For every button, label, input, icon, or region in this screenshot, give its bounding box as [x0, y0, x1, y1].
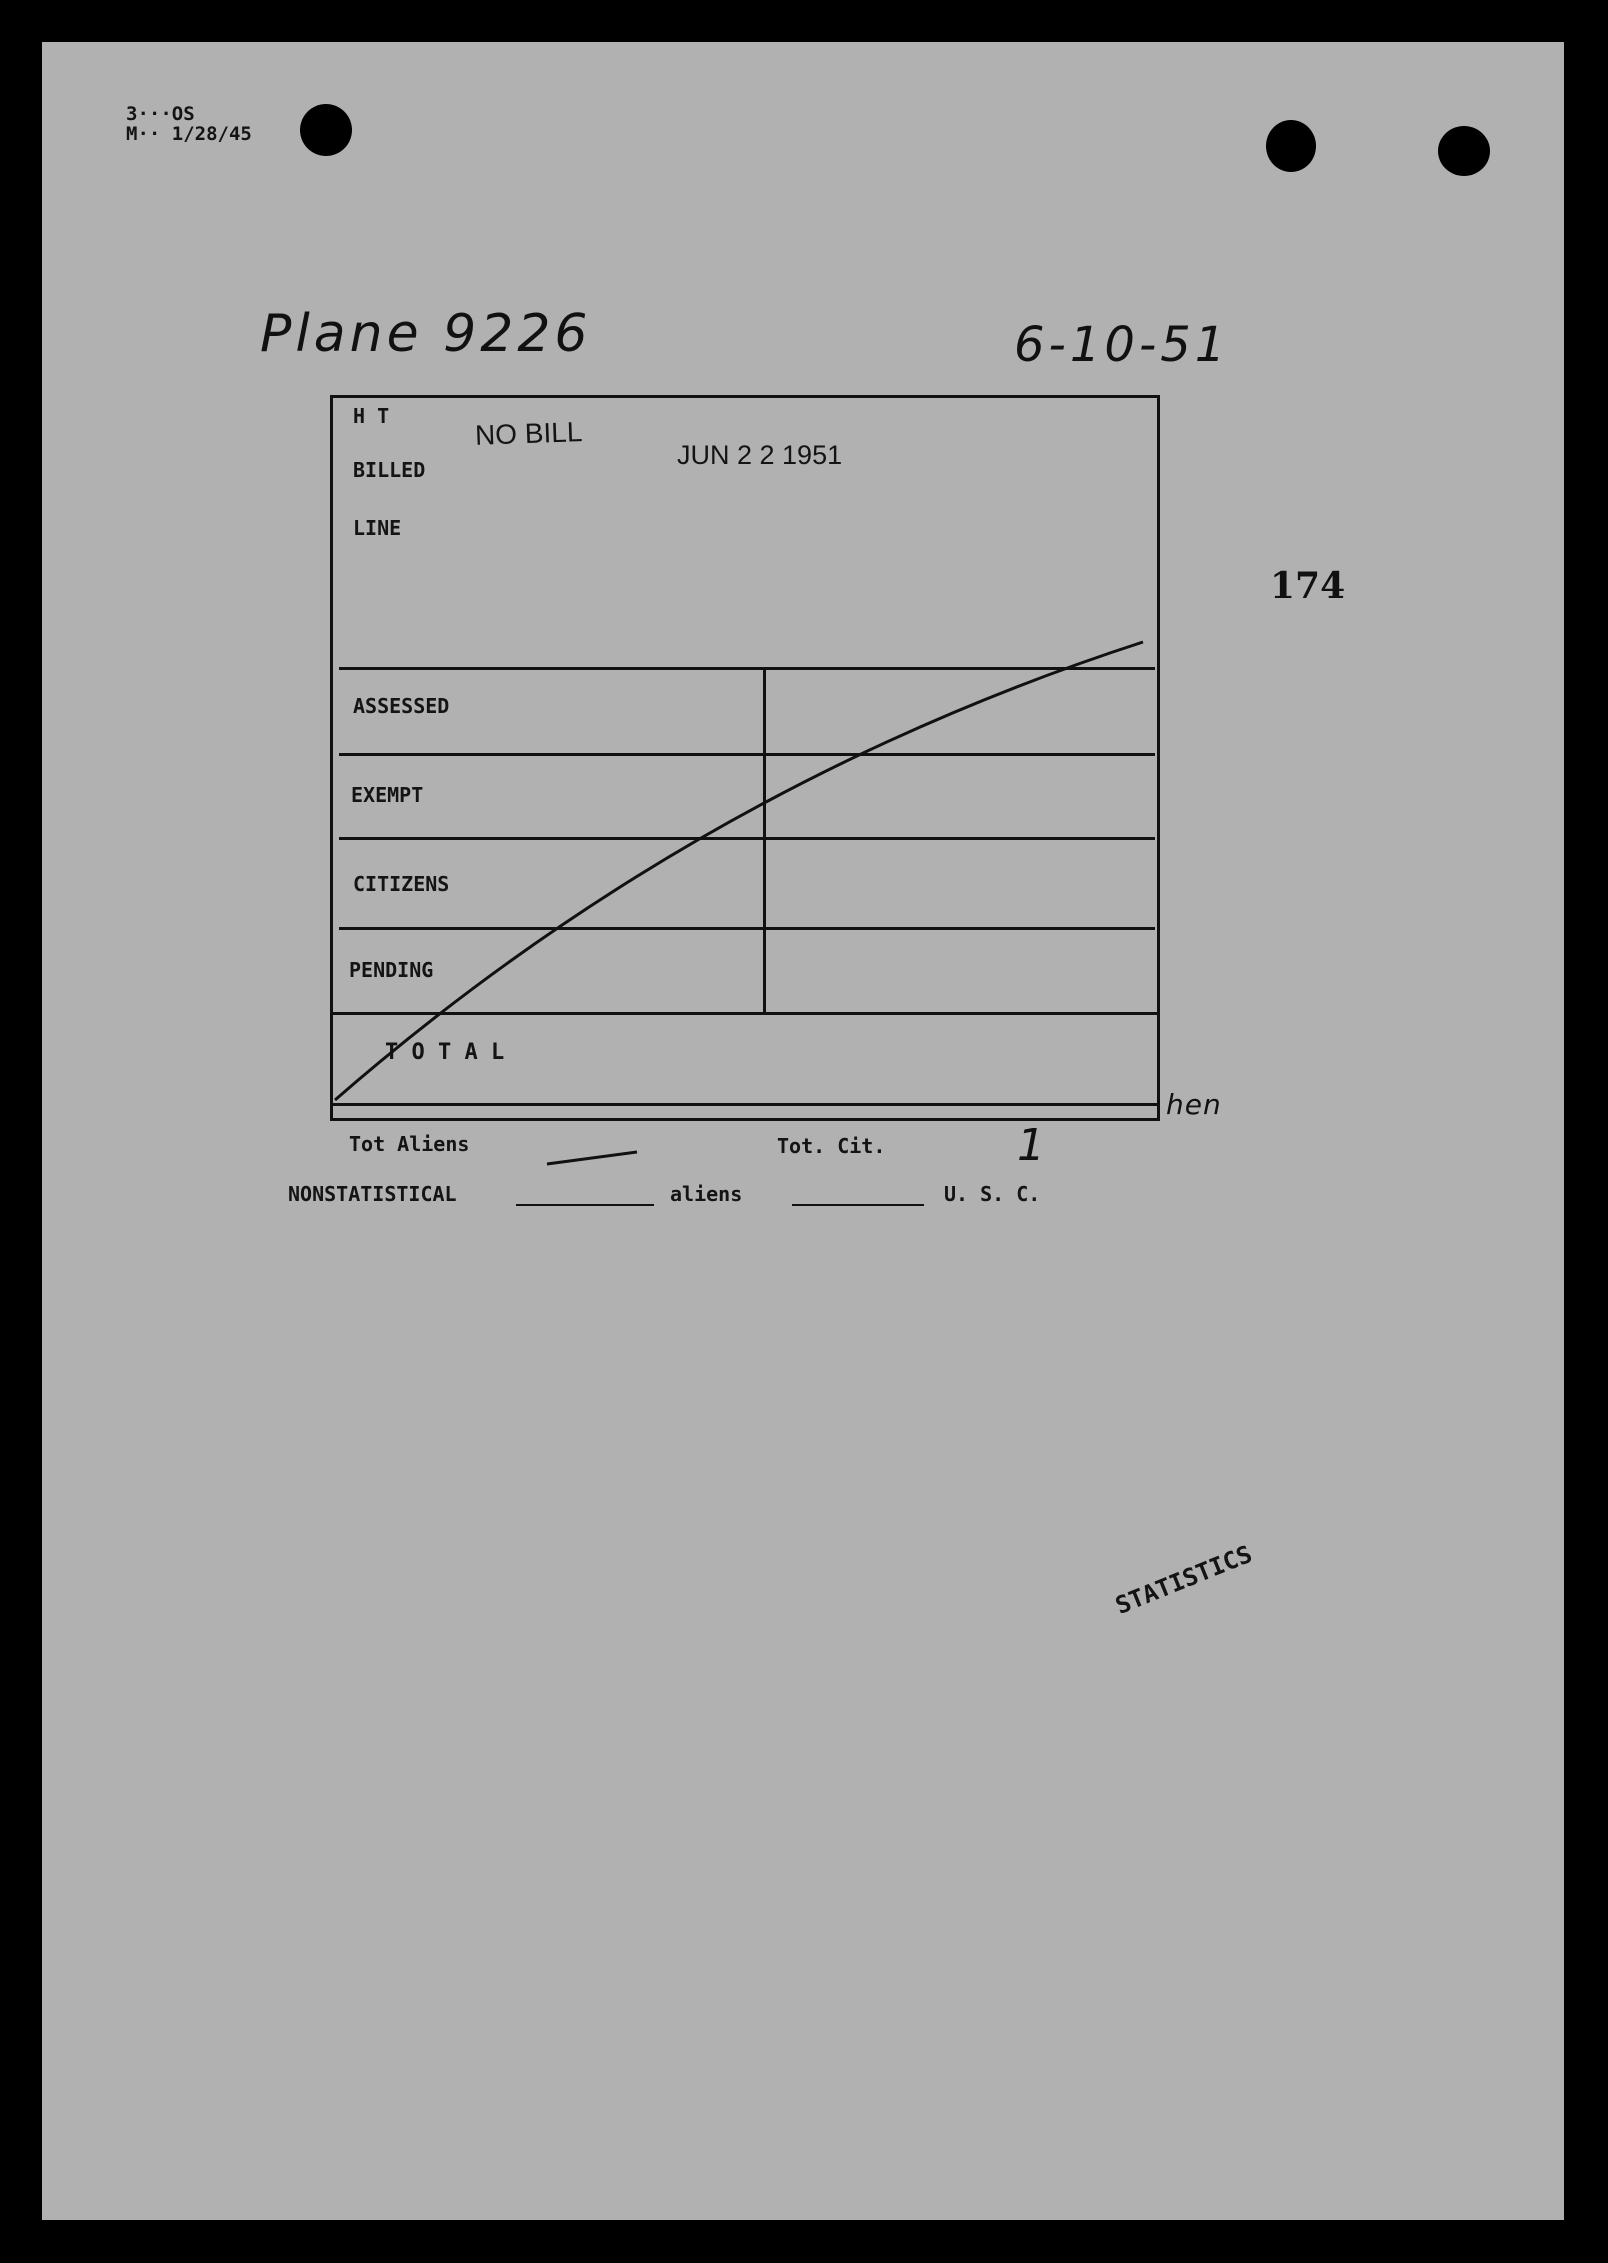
cancel-strike [333, 398, 1157, 1118]
row-label-exempt: EXEMPT [351, 783, 424, 807]
row-label-pending: PENDING [349, 958, 434, 982]
punch-hole-center [1266, 120, 1316, 172]
tot-aliens-dash [547, 1152, 637, 1164]
row-label-citizens: CITIZENS [353, 872, 450, 896]
nonstat-blank-2 [792, 1204, 924, 1206]
handwritten-date: 6-10-51 [1014, 317, 1230, 373]
usc-label: U. S. C. [944, 1182, 1041, 1206]
page-number: 174 [1270, 565, 1346, 607]
punch-hole-right [1438, 126, 1490, 176]
corner-note-line-1: 3···OS [126, 103, 195, 125]
corner-note-line-2: M·· 1/28/45 [126, 123, 252, 145]
label-billed: BILLED [353, 458, 426, 482]
handwritten-initials: hen [1166, 1088, 1222, 1121]
handwritten-tally: 1 [1017, 1120, 1049, 1171]
aliens-label: aliens [670, 1182, 743, 1206]
stamp-no-bill: NO BILL [474, 416, 583, 451]
nonstat-label: NONSTATISTICAL [288, 1182, 457, 1206]
total-label: T O T A L [385, 1040, 505, 1065]
corner-note [126, 104, 252, 144]
row-label-assessed: ASSESSED [353, 694, 450, 718]
stamp-date: JUN 2 2 1951 [677, 440, 843, 470]
tot-cit-label: Tot. Cit. [777, 1134, 886, 1158]
label-line: LINE [353, 516, 402, 540]
stamp-statistics: STATISTICS [1111, 1539, 1256, 1620]
nonstat-blank-1 [516, 1204, 654, 1206]
tot-aliens-label: Tot Aliens [349, 1132, 470, 1156]
label-ht: H T [353, 404, 390, 428]
punch-hole-left [300, 104, 352, 156]
statistics-form [330, 395, 1160, 1171]
handwritten-flight: Plane 9226 [260, 304, 592, 364]
diagonal-cancel-line [335, 642, 1143, 1100]
document-page [42, 42, 1564, 2220]
